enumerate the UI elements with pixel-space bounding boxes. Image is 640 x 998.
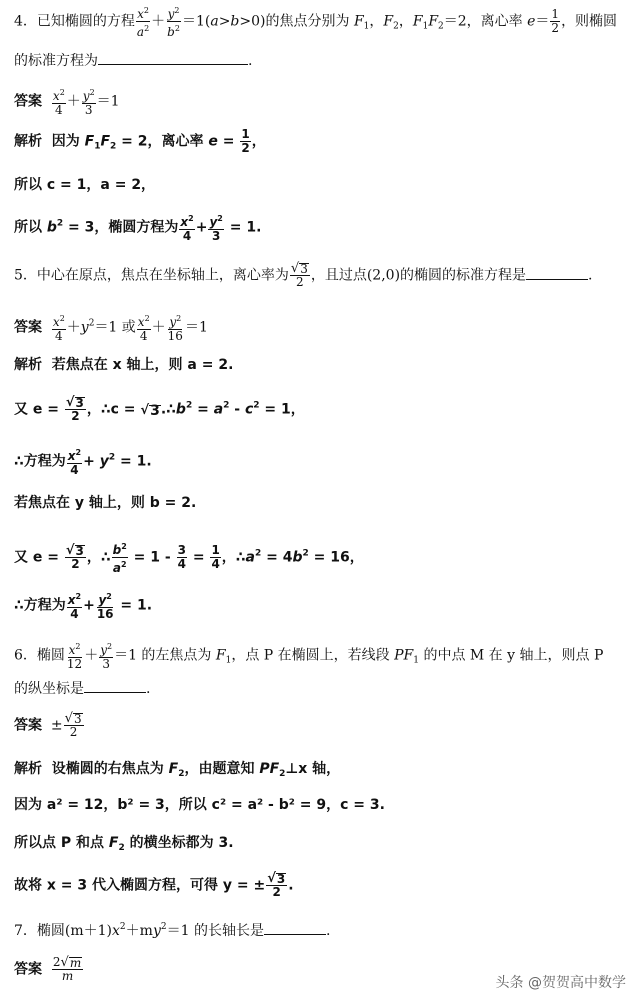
q6-analysis-1: 解析 设椭圆的右焦点为 $F_2$，由题意知 $PF_2\perp x$ 轴， xyxy=(14,761,341,779)
q5-line1: 5．中心在原点，焦点在坐标轴上，离心率为 √ 3 2 ，且过点(2,0)的椭圆的标准方程是 . xyxy=(14,261,593,289)
q4-line1: 4．已知椭圆的方程 $\frac{x^2}{a^2}$ ＋ $\frac{y^2}{b^2}$ ＝1(a>b>0)的焦点分别为 $F_1$，$F_2$，$F_1F_2=2$，离心率 e＝ $\frac{1}{2}$ ，则椭圆 xyxy=(14,6,618,39)
answer-label: 答案 xyxy=(14,93,42,110)
answer-blank xyxy=(84,680,146,693)
q7-answer: 答案 2 √ m m xyxy=(14,955,82,983)
q5-analysis-3: ∴方程为 $\frac{x^2}{4}$ + $y^2 = 1$. xyxy=(14,448,152,477)
q4-analysis-2: 所以 c = 1，a = 2， xyxy=(14,177,156,193)
q4-answer: 答案 $\frac{x^2}{4}$ ＋ $\frac{y^2}{3}$ ＝1 xyxy=(14,88,120,117)
q4-line2: 的标准方程为 . xyxy=(14,53,253,69)
q4-analysis-3: 所以 $b^2 = 3$，椭圆方程为 $\frac{x^2}{4}$ + $\frac{y^2}{3}$ = 1. xyxy=(14,214,262,243)
fraction: $\frac{1}{2}$ xyxy=(551,7,560,35)
q5-analysis-4: 若焦点在 y 轴上，则 b = 2. xyxy=(14,495,197,511)
analysis-label: 解析 xyxy=(14,761,42,777)
analysis-label: 解析 xyxy=(14,357,42,373)
q5-analysis-6: ∴方程为 $\frac{x^2}{4}$ + $\frac{y^2}{16}$ = 1. xyxy=(14,592,153,621)
fraction: $\frac{x^2}{a^2}$ xyxy=(136,6,150,39)
answer-blank xyxy=(526,267,588,280)
watermark: 头条 @贺贺高中数学 xyxy=(495,975,626,991)
answer-blank xyxy=(264,922,326,935)
q5-analysis-2: 又 e = √ 3 2 ，∴c = √ 3 $.\therefore b^2 = a^2 - c^2 = 1$， xyxy=(14,395,305,423)
q4-analysis-1: 解析 因为 $F_1F_2 = 2$，离心率 e = $\frac{1}{2}$ ， xyxy=(14,127,266,155)
answer-label: 答案 xyxy=(14,961,42,978)
q5-analysis-5: 又 e = √ 3 2 ，∴ $\frac{b^2}{a^2}$ = 1 - $\frac{3}{4}$ = $\frac{1}{4}$ ，$\therefore a^2 = 4b^2 = 16$， xyxy=(14,542,364,575)
q4-number: 4． xyxy=(14,13,37,30)
q6-answer: 答案 ± √ 3 2 xyxy=(14,711,82,739)
answer-label: 答案 xyxy=(14,319,42,336)
q6-analysis-3: 所以点 P 和点 $F_2$ 的横坐标都为 3. xyxy=(14,835,234,853)
q6-analysis-2: 因为 a² = 12，b² = 3，所以 c² = a² - b² = 9，c = 3. xyxy=(14,797,385,813)
q5-answer: 答案 $\frac{x^2}{4}$ $+y^2=1$ 或 $\frac{x^2}{4}$ ＋ $\frac{y^2}{16}$ ＝1 xyxy=(14,314,208,343)
fraction: $\frac{y^2}{b^2}$ xyxy=(167,6,180,39)
answer-blank xyxy=(98,52,248,65)
answer-label: 答案 xyxy=(14,717,42,734)
q6-line1: 6．椭圆 $\frac{x^2}{12}$ ＋ $\frac{y^2}{3}$ ＝1 的左焦点为 $F_1$，点 P 在椭圆上，若线段 $PF_1$ 的中点 M 在 y 轴上，则点 P xyxy=(14,642,604,671)
analysis-label: 解析 xyxy=(14,133,42,150)
q6-line2: 的纵坐标是 . xyxy=(14,681,151,697)
q6-analysis-4: 故将 x = 3 代入椭圆方程，可得 y = ± √ 3 2 . xyxy=(14,871,294,899)
q7-line1: 7．椭圆$(m+1)x^2+my^2=1$ 的长轴长是 . xyxy=(14,922,331,939)
q5-analysis-1: 解析 若焦点在 x 轴上，则 a = 2. xyxy=(14,357,234,373)
